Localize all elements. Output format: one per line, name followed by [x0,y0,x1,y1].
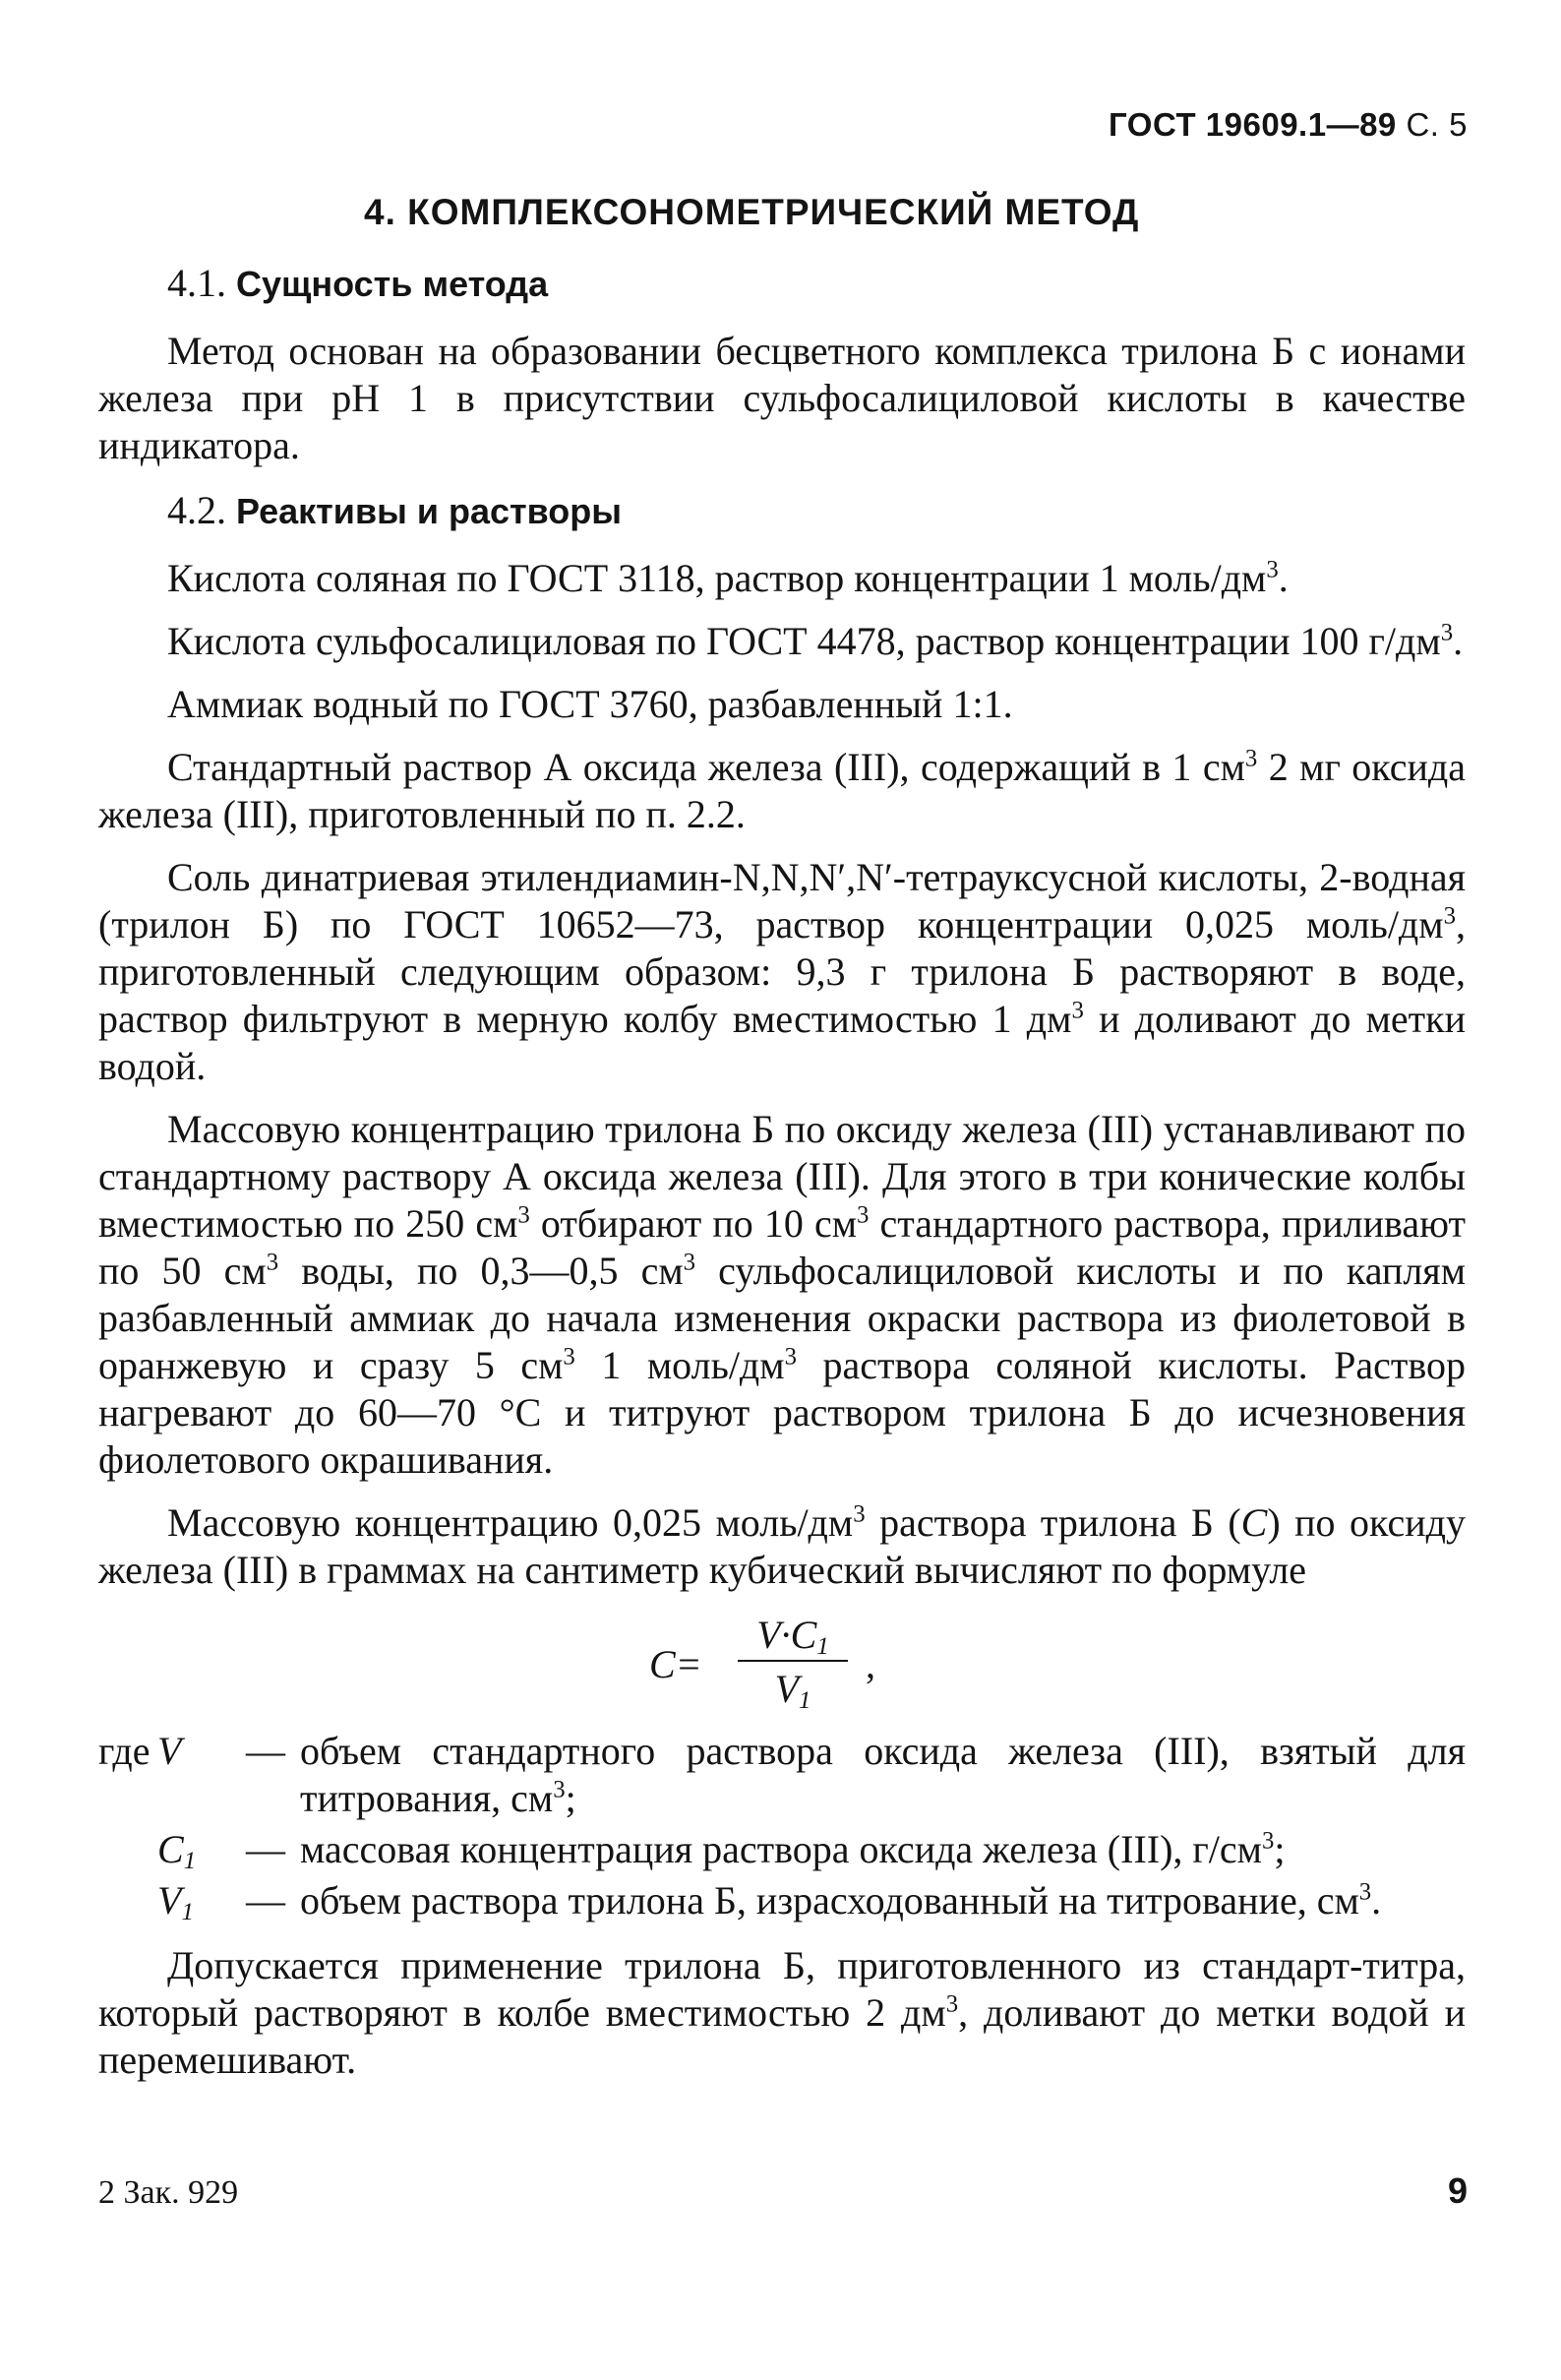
paragraph-titration-procedure: Массовую концентрацию трилона Б по оксиду железа (III) устанавливают по стандартному раствору А оксида железа (III). Для этого в три конические колбы вместимостью по 250 $см^3$ отбирают по 10 $см^3$ стандартного раствора, приливают по 50 $см^3$ воды, по 0,3—0,5 $см^3$ сульфосалициловой кислоты и по каплям разбавленный аммиак до начала изменения окраски раствора из фиолетовой в оранжевую и сразу 5 $см^3$ 1 моль/$дм^3$ раствора соляной кислоты. Раствор нагревают до 60—70 °С и титруют раствором трилона Б до исчезновения фиолетового окрашивания. [98,1107,1467,1482]
footer-order-number: 2 Зак. 929 [98,2174,239,2211]
subsection-title: Сущность метода [236,264,549,304]
definition-c1: $C_1$ — массовая концентрация раствора оксида железа (III), $г/см^3$; [157,1827,1286,1875]
subsection-number: 4.2. [167,488,226,532]
subsection-4-1-heading [167,258,1466,310]
paragraph-standard-solution: Стандартный раствор А оксида железа (III), содержащий в 1 $см^3$ 2 мг оксида железа (III), приготовленный по п. 2.2. [98,745,1466,836]
paragraph-standard-titer: Допускается применение трилона Б, приготовленного из стандарт-титра, который растворяют в колбе вместимостью 2 $дм^3$, доливают до метки водой и перемешивают. [98,1943,1466,2082]
section-title: 4. КОМПЛЕКСОНОМЕТРИЧЕСКИЙ МЕТОД [364,192,1140,232]
subsection-title: Реактивы и растворы [236,491,622,531]
variable-definitions [98,1728,1466,1924]
definition-v: где V — объем стандартного раствора оксида железа (III), взятый для титрования, $см^3$; [98,1729,1466,1820]
page-number-top: С. 5 [1406,106,1468,143]
footer-page-number: 9 [1447,2170,1468,2211]
paragraph-method-essence: Метод основан на образовании бесцветного комплекса трилона Б с ионами железа при pH 1 в присутствии сульфосалициловой кислоты в качестве индикатора. [98,329,1466,467]
formula-denominator: $V_1$ [774,1667,811,1715]
formula-fraction [738,1612,848,1715]
document-body [98,258,1466,2100]
subsection-number: 4.1. [167,261,226,305]
paragraph-ammonia: Аммиак водный по ГОСТ 3760, разбавленный 1:1. [167,682,1013,726]
paragraph-concentration-calc: Массовую концентрацию 0,025 моль/$дм^3$ раствора трилона Б (C) по оксиду железа (III) в граммах на сантиметр кубический вычисляют по формуле [98,1500,1466,1592]
formula [98,1612,1466,1720]
paragraph-sulfosalicylic-acid: Кислота сульфосалициловая по ГОСТ 4478, раствор концентрации 100 $г/дм^3$. [167,619,1464,663]
page-header [1109,106,1468,144]
subsection-4-2-heading [167,485,1466,537]
formula-comma: , [866,1642,875,1686]
formula-lhs: C= [649,1642,702,1686]
definition-v1: $V_1$ — объем раствора трилона Б, израсходованный на титрование, $см^3$. [157,1878,1382,1926]
paragraph-hydrochloric-acid: Кислота соляная по ГОСТ 3118, раствор концентрации 1 моль/$дм^3$. [167,556,1289,600]
formula-numerator: $V\cdot C_1$ [738,1612,848,1662]
paragraph-trilon-salt: Соль динатриевая этилендиамин-N,N,N′,N′-тетрауксусной кислоты, 2-водная (трилон Б) по ГОСТ 10652—73, раствор концентрации 0,025 моль/$дм^3$, приготовленный следующим образом: 9,3 г трилона Б растворяют в воде, раствор фильтруют в мерную колбу вместимостью 1 $дм^3$ и доливают до метки водой. [98,855,1466,1088]
doc-number: ГОСТ 19609.1—89 [1109,106,1397,143]
